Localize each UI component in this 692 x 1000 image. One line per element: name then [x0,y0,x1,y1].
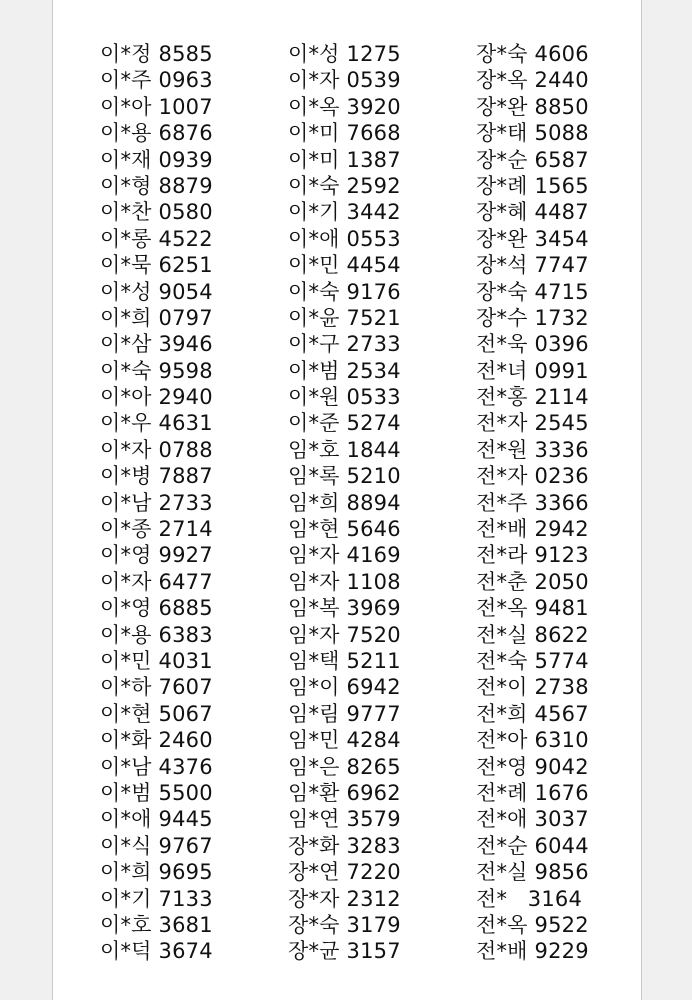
list-item: 이*미 1387 [288,147,401,172]
list-item: 장*수 1732 [476,305,589,330]
list-item: 이*옥 3920 [288,94,401,119]
list-item: 장*례 1565 [476,173,589,198]
list-item: 장*균 3157 [288,939,401,964]
list-item: 이*범 2534 [288,358,401,383]
list-item: 이*주 0963 [100,68,213,93]
list-item: 이*남 4376 [100,754,213,779]
list-item: 이*자 6477 [100,569,213,594]
list-item: 전*영 9042 [476,754,589,779]
list-item: 임*림 9777 [288,701,401,726]
list-item: 이*성 1275 [288,42,401,66]
list-item: 장*화 3283 [288,833,401,858]
list-item: 이*자 0539 [288,68,401,93]
list-item: 전*욱 0396 [476,332,589,357]
list-item: 이*준 5274 [288,411,401,436]
list-item: 임*민 4284 [288,728,401,753]
list-item: 장*숙 4606 [476,42,589,66]
list-item: 이*재 0939 [100,147,213,172]
list-item: 전*자 2545 [476,411,589,436]
list-item: 이*호 3681 [100,912,213,937]
list-item: 이*하 7607 [100,675,213,700]
list-item: 임*이 6942 [288,675,401,700]
name-column-1 [100,41,213,965]
list-item: 전*자 0236 [476,464,589,489]
list-item: 이*숙 2592 [288,173,401,198]
list-item: 이*윤 7521 [288,305,401,330]
list-item: 이*삼 3946 [100,332,213,357]
list-item: 이*병 7887 [100,464,213,489]
list-item: 전*실 9856 [476,860,589,885]
list-item: 전*원 3336 [476,437,589,462]
list-item: 이*애 0553 [288,226,401,251]
list-item: 전*례 1676 [476,780,589,805]
list-item: 장*완 8850 [476,94,589,119]
list-item: 장*숙 3179 [288,912,401,937]
list-item: 이*민 4031 [100,648,213,673]
list-item: 전*옥 9481 [476,596,589,621]
list-item: 이*숙 9176 [288,279,401,304]
list-item: 장*완 3454 [476,226,589,251]
list-item: 전*아 6310 [476,728,589,753]
list-item: 임*희 8894 [288,490,401,515]
list-item: 전*이 2738 [476,675,589,700]
list-item: 이*희 9695 [100,860,213,885]
list-item: 전*녀 0991 [476,358,589,383]
list-item: 전*애 3037 [476,807,589,832]
list-item: 장*자 2312 [288,886,401,911]
list-item: 이*용 6383 [100,622,213,647]
list-item: 전*춘 2050 [476,569,589,594]
list-item: 전*배 9229 [476,939,589,964]
list-item: 장*숙 4715 [476,279,589,304]
list-item: 장*태 5088 [476,121,589,146]
list-item: 이*희 0797 [100,305,213,330]
list-item: 임*연 3579 [288,807,401,832]
list-item: 이*아 1007 [100,94,213,119]
list-item: 임*자 7520 [288,622,401,647]
list-item: 이*남 2733 [100,490,213,515]
list-item: 임*자 4169 [288,543,401,568]
list-item: 임*환 6962 [288,780,401,805]
list-item: 임*현 5646 [288,517,401,542]
list-item: 이*기 7133 [100,886,213,911]
list-item: 전*홍 2114 [476,385,589,410]
list-item: 이*원 0533 [288,385,401,410]
list-item: 이*영 9927 [100,543,213,568]
list-item: 이*범 5500 [100,780,213,805]
list-item: 이*현 5067 [100,701,213,726]
list-item: 이*기 3442 [288,200,401,225]
list-item: 전*희 4567 [476,701,589,726]
list-item: 임*록 5210 [288,464,401,489]
list-item: 이*민 4454 [288,253,401,278]
list-item: 이*구 2733 [288,332,401,357]
list-item: 이*우 4631 [100,411,213,436]
list-item: 전*옥 9522 [476,912,589,937]
list-item: 전*순 6044 [476,833,589,858]
list-item: 장*연 7220 [288,860,401,885]
list-item: 이*숙 9598 [100,358,213,383]
list-item: 이*찬 0580 [100,200,213,225]
list-item: 임*택 5211 [288,648,401,673]
list-item: 이*형 8879 [100,173,213,198]
list-item: 이*롱 4522 [100,226,213,251]
list-item: 장*혜 4487 [476,200,589,225]
list-item: 전*숙 5774 [476,648,589,673]
list-item: 전*라 9123 [476,543,589,568]
list-item: 전*배 2942 [476,517,589,542]
list-item: 이*식 9767 [100,833,213,858]
list-item: 이*묵 6251 [100,253,213,278]
list-item: 이*애 9445 [100,807,213,832]
name-column-3 [476,41,589,965]
list-item: 이*화 2460 [100,728,213,753]
document-page [52,0,642,1000]
list-item: 이*자 0788 [100,437,213,462]
list-item: 전*주 3366 [476,490,589,515]
list-item: 이*종 2714 [100,517,213,542]
list-item: 이*덕 3674 [100,939,213,964]
list-item: 전* 3164 [476,886,583,911]
list-item: 임*자 1108 [288,569,401,594]
list-item: 임*호 1844 [288,437,401,462]
name-column-2 [288,41,401,965]
list-item: 이*성 9054 [100,279,213,304]
list-item: 장*옥 2440 [476,68,589,93]
list-item: 이*용 6876 [100,121,213,146]
list-item: 이*영 6885 [100,596,213,621]
list-item: 임*은 8265 [288,754,401,779]
list-item: 이*미 7668 [288,121,401,146]
list-item: 임*복 3969 [288,596,401,621]
list-item: 이*아 2940 [100,385,213,410]
list-item: 장*석 7747 [476,253,589,278]
list-item: 전*실 8622 [476,622,589,647]
list-item: 이*정 8585 [100,42,213,66]
list-item: 장*순 6587 [476,147,589,172]
